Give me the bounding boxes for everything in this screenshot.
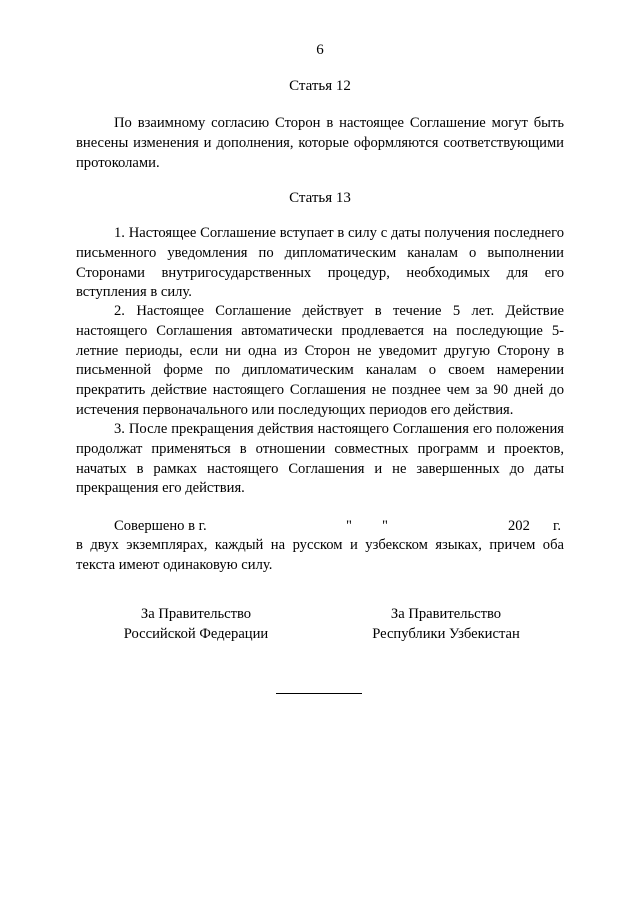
signature-uzbekistan-line1: За Правительство [390, 606, 502, 622]
signed-continuation: в двух экземплярах, каждый на русском и узбекском языках, причем оба текста имеют одинаковую силу. [76, 537, 564, 573]
signed-quote-close: " [382, 518, 388, 534]
page-number: 6 [316, 42, 324, 58]
signature-russia-line2: Российской Федерации [123, 626, 269, 642]
signed-quote-open: " [346, 518, 352, 534]
signature-block-uzbekistan [326, 604, 566, 644]
signature-russia-line1: За Правительство [140, 606, 252, 622]
article-13-heading: Статья 13 [289, 190, 351, 206]
signed-done-at: Совершено в г. [114, 518, 207, 534]
article-12-heading: Статья 12 [289, 78, 351, 94]
article-13-paragraph-1: 1. Настоящее Соглашение вступает в силу с даты получения последнего письменного уведомления по дипломатическим каналам о выполнении Сторонами внутригосударственных процедур, необходимых для его вступления в силу. [76, 225, 564, 301]
signed-place-date-line [76, 516, 564, 536]
article-13-paragraph-3: 3. После прекращения действия настоящего Соглашения его положения продолжат применяться в отношении совместных программ и проектов, начатых в рамках настоящего Соглашения и не завершенных до даты прекращения его действия. [76, 421, 564, 497]
signed-year-suffix: г. [553, 518, 561, 534]
signature-uzbekistan-line2: Республики Узбекистан [372, 626, 520, 642]
footer-divider [276, 693, 362, 694]
article-13-paragraph-2: 2. Настоящее Соглашение действует в течение 5 лет. Действие настоящего Соглашения автоматически продлевается на последующие 5-летние периоды, если ни одна из Сторон не уведомит другую Сторону в письменной форме по дипломатическим каналам о своем намерении прекратить действие настоящего Соглашения не позднее чем за 90 дней до истечения первоначального или последующих периодов его действия. [76, 303, 564, 418]
signature-block-russia [76, 604, 316, 644]
article-12-paragraph: По взаимному согласию Сторон в настоящее Соглашение могут быть внесены изменения и дополнения, которые оформляются соответствующими протоколами. [76, 115, 564, 171]
signed-year: 202 [508, 518, 530, 534]
